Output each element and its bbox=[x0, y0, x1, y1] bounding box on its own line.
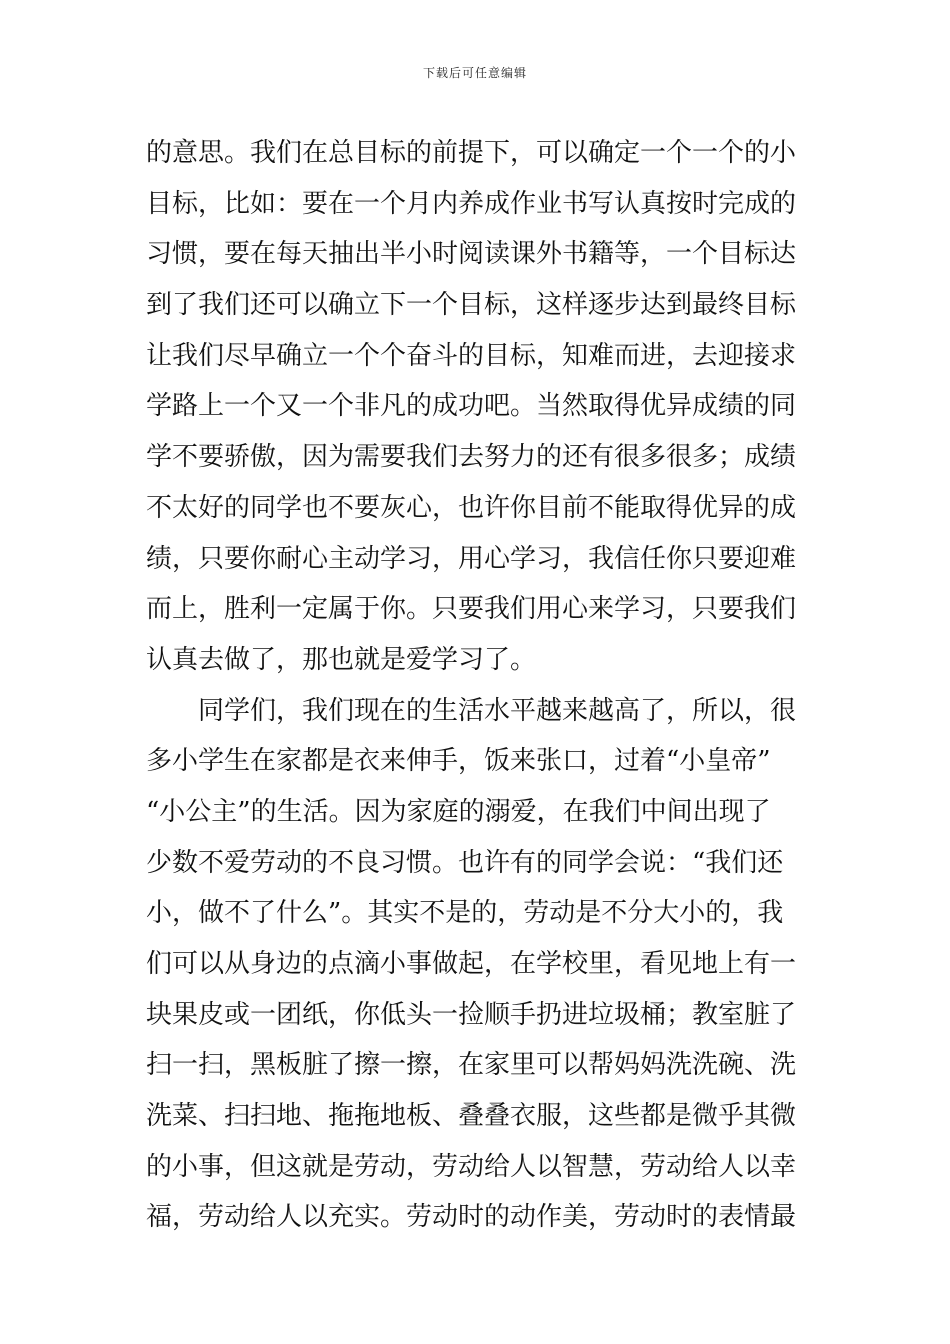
text-line: 绩，只要你耐心主动学习，用心学习，我信任你只要迎难 bbox=[146, 543, 797, 574]
paragraph-2 bbox=[146, 686, 806, 1244]
text-line: 目标，比如：要在一个月内养成作业书写认真按时完成的 bbox=[146, 188, 797, 219]
text-line: 洗菜、扫扫地、拖拖地板、叠叠衣服，这些都是微乎其微 bbox=[146, 1101, 797, 1132]
text-line: 小，做不了什么”。其实不是的，劳动是不分大小的，我 bbox=[146, 898, 784, 929]
text-line: 们可以从身边的点滴小事做起，在学校里，看见地上有一 bbox=[146, 949, 797, 979]
paragraph-1 bbox=[146, 128, 806, 686]
text-line: 少数不爱劳动的不良习惯。也许有的同学会说：“我们还 bbox=[146, 847, 784, 878]
text-line: 多小学生在家都是衣来伸手，饭来张口，过着“小皇帝” bbox=[146, 746, 771, 777]
text-line: 学路上一个又一个非凡的成功吧。当然取得优异成绩的同 bbox=[146, 391, 797, 422]
text-line: 到了我们还可以确立下一个目标，这样逐步达到最终目标 bbox=[146, 290, 797, 321]
text-line: 的意思。我们在总目标的前提下，可以确定一个一个的小 bbox=[146, 138, 797, 168]
text-line: 学不要骄傲，因为需要我们去努力的还有很多很多；成绩 bbox=[146, 442, 797, 473]
text-line: “小公主”的生活。因为家庭的溺爱，在我们中间出现了 bbox=[146, 796, 771, 827]
text-line: 而上，胜利一定属于你。只要我们用心来学习，只要我们 bbox=[146, 594, 797, 625]
text-line: 同学们，我们现在的生活水平越来越高了，所以，很 bbox=[198, 695, 797, 726]
text-line: 不太好的同学也不要灰心，也许你目前不能取得优异的成 bbox=[146, 492, 797, 523]
text-line: 认真去做了，那也就是爱学习了。 bbox=[146, 644, 537, 675]
document-body bbox=[146, 128, 806, 1243]
text-line: 让我们尽早确立一个个奋斗的目标，知难而进，去迎接求 bbox=[146, 340, 797, 371]
page-header: 下载后可任意编辑 bbox=[422, 66, 527, 80]
text-line: 块果皮或一团纸，你低头一捡顺手扔进垃圾桶；教室脏了 bbox=[146, 999, 797, 1030]
text-line: 扫一扫，黑板脏了擦一擦，在家里可以帮妈妈洗洗碗、洗 bbox=[146, 1050, 797, 1081]
text-line: 福，劳动给人以充实。劳动时的动作美，劳动时的表情最 bbox=[146, 1202, 797, 1233]
text-line: 的小事，但这就是劳动，劳动给人以智慧，劳动给人以幸 bbox=[146, 1151, 797, 1182]
text-line: 习惯，要在每天抽出半小时阅读课外书籍等，一个目标达 bbox=[146, 239, 797, 270]
